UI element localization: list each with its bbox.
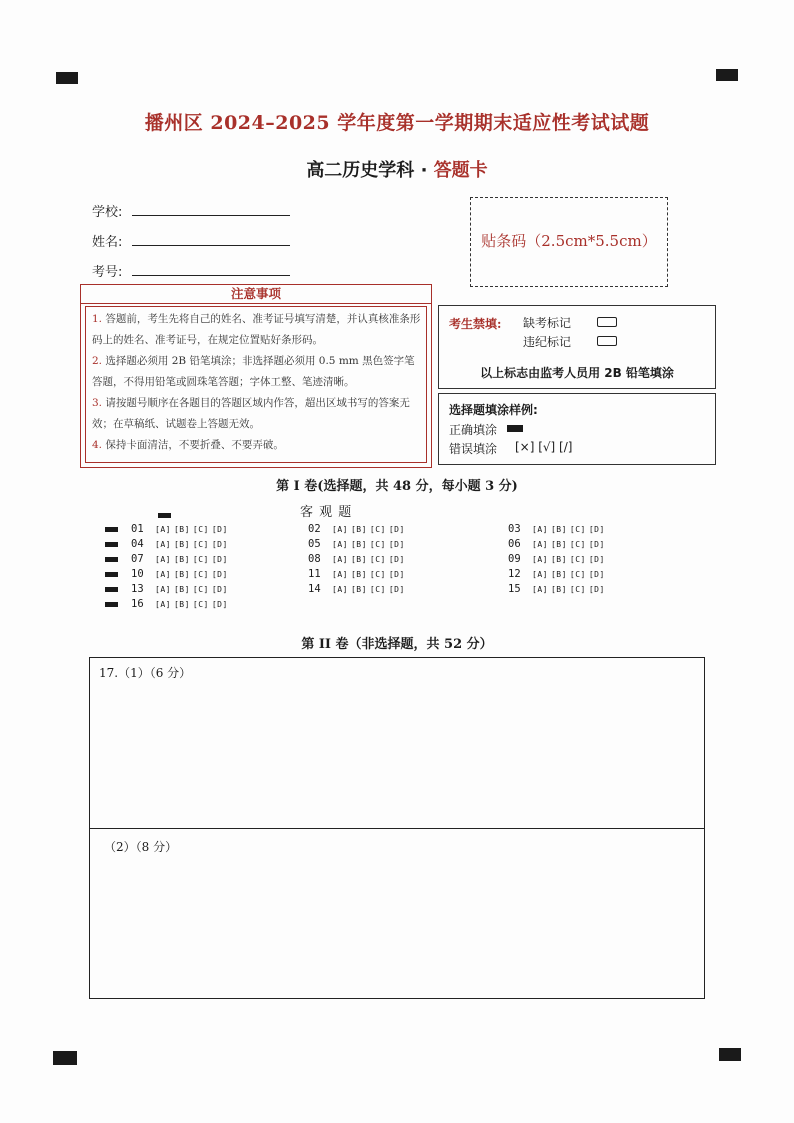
- option-bubble[interactable]: [D]: [211, 540, 228, 549]
- option-bubble[interactable]: [D]: [388, 570, 405, 579]
- option-bubble[interactable]: [C]: [369, 525, 386, 534]
- option-bubble[interactable]: [C]: [192, 525, 209, 534]
- option-bubble[interactable]: [B]: [350, 585, 367, 594]
- option-bubble[interactable]: [B]: [173, 525, 190, 534]
- option-bubble[interactable]: [D]: [211, 570, 228, 579]
- absent-label: 缺考标记: [523, 316, 572, 330]
- notice-inner: [85, 306, 427, 463]
- option-bubble[interactable]: [C]: [569, 570, 586, 579]
- option-bubble[interactable]: [B]: [173, 555, 190, 564]
- timing-mark: [158, 513, 171, 518]
- option-bubble[interactable]: [B]: [350, 555, 367, 564]
- option-bubble[interactable]: [B]: [350, 540, 367, 549]
- option-bubble[interactable]: [B]: [173, 600, 190, 609]
- card-subtitle: [0, 156, 794, 182]
- exam-number-label: 考号:: [92, 265, 123, 280]
- option-bubble[interactable]: [B]: [550, 540, 567, 549]
- question-row: [308, 568, 408, 580]
- fill-example-box: [438, 393, 716, 465]
- option-bubble[interactable]: [A]: [532, 570, 548, 579]
- option-bubble[interactable]: [D]: [588, 540, 605, 549]
- question-row: [131, 553, 231, 565]
- option-bubble[interactable]: [A]: [532, 540, 548, 549]
- option-bubble[interactable]: [B]: [550, 555, 567, 564]
- question-number: 09: [508, 553, 521, 565]
- option-bubble[interactable]: [D]: [211, 525, 228, 534]
- registration-mark-top-left: [56, 72, 78, 84]
- option-bubble[interactable]: [C]: [569, 525, 586, 534]
- question-number: 05: [308, 538, 321, 550]
- option-bubble[interactable]: [A]: [332, 555, 348, 564]
- candidate-note: 以上标志由监考人员用 2B 铅笔填涂: [480, 366, 674, 380]
- option-bubble[interactable]: [D]: [211, 600, 228, 609]
- option-bubble[interactable]: [C]: [192, 585, 209, 594]
- question-number: 01: [131, 523, 144, 535]
- option-bubble[interactable]: [A]: [332, 525, 348, 534]
- option-bubble[interactable]: [C]: [569, 555, 586, 564]
- wrong-fill-label: 错误填涂: [449, 442, 498, 456]
- fill-example-title: 选择题填涂样例:: [449, 403, 538, 417]
- question-row: [508, 538, 608, 550]
- option-bubble[interactable]: [D]: [388, 525, 405, 534]
- exam-number-field[interactable]: [92, 261, 122, 280]
- notice-item: 1. 答题前，考生先将自己的姓名、准考证号填写清楚，并认真核准条形码上的姓名、准考证号，在规定位置贴好条形码。: [92, 313, 421, 346]
- answer-box-17[interactable]: [89, 657, 705, 999]
- question-row: [131, 568, 231, 580]
- notice-item: 4. 保持卡面清洁，不要折叠、不要弄破。: [92, 439, 284, 451]
- notice-box: [80, 284, 432, 468]
- question-number: 16: [131, 598, 144, 610]
- question-row: [308, 538, 408, 550]
- question-number: 02: [308, 523, 321, 535]
- question-number: 07: [131, 553, 144, 565]
- timing-mark: [105, 557, 118, 562]
- option-bubble[interactable]: [B]: [173, 540, 190, 549]
- option-bubble[interactable]: [A]: [332, 570, 348, 579]
- school-label: 学校:: [92, 205, 123, 220]
- question-row: [131, 598, 231, 610]
- registration-mark-top-right: [716, 69, 738, 81]
- subtitle-subject: 高二历史学科 ·: [306, 160, 434, 181]
- option-bubble[interactable]: [A]: [155, 540, 171, 549]
- option-bubble[interactable]: [B]: [173, 570, 190, 579]
- question-row: [308, 523, 408, 535]
- question-row: [131, 538, 231, 550]
- name-field[interactable]: [92, 231, 122, 250]
- question-row: [508, 523, 608, 535]
- school-field[interactable]: [92, 201, 122, 220]
- absent-checkbox[interactable]: [597, 317, 617, 327]
- option-bubble[interactable]: [A]: [155, 600, 171, 609]
- answer-divider: [90, 828, 704, 829]
- question-number: 13: [131, 583, 144, 595]
- question-row: [508, 568, 608, 580]
- option-bubble[interactable]: [D]: [388, 555, 405, 564]
- question-number: 06: [508, 538, 521, 550]
- violation-checkbox[interactable]: [597, 336, 617, 346]
- option-bubble[interactable]: [A]: [155, 585, 171, 594]
- option-bubble[interactable]: [A]: [155, 570, 171, 579]
- option-bubble[interactable]: [B]: [550, 525, 567, 534]
- candidate-label: 考生禁填:: [449, 317, 502, 331]
- question-number: 10: [131, 568, 144, 580]
- option-bubble[interactable]: [D]: [388, 540, 405, 549]
- option-bubble[interactable]: [B]: [550, 585, 567, 594]
- name-label: 姓名:: [92, 235, 123, 250]
- question-row: [508, 583, 608, 595]
- option-bubble[interactable]: [C]: [369, 570, 386, 579]
- violation-label: 违纪标记: [523, 335, 572, 349]
- registration-mark-bottom-right: [719, 1048, 741, 1061]
- option-bubble[interactable]: [C]: [369, 585, 386, 594]
- option-bubble[interactable]: [A]: [332, 540, 348, 549]
- option-bubble[interactable]: [A]: [532, 585, 548, 594]
- option-bubble[interactable]: [A]: [155, 555, 171, 564]
- option-bubble[interactable]: [D]: [211, 585, 228, 594]
- timing-mark: [105, 572, 118, 577]
- correct-fill-label: 正确填涂: [449, 423, 498, 437]
- question-row: [508, 553, 608, 565]
- option-bubble[interactable]: [B]: [173, 585, 190, 594]
- option-bubble[interactable]: [A]: [532, 525, 548, 534]
- question-number: 11: [308, 568, 321, 580]
- option-bubble[interactable]: [C]: [192, 540, 209, 549]
- candidate-box: [438, 305, 716, 389]
- barcode-area: [470, 197, 668, 287]
- option-bubble[interactable]: [D]: [588, 555, 605, 564]
- option-bubble[interactable]: [D]: [388, 585, 405, 594]
- option-bubble[interactable]: [A]: [532, 555, 548, 564]
- option-bubble[interactable]: [D]: [588, 585, 605, 594]
- barcode-text: 贴条码（2.5cm*5.5cm）: [481, 232, 657, 250]
- section1-title: 第 I 卷(选择题，共 48 分，每小题 3 分): [276, 479, 518, 494]
- q17-part2-label: （2）（8 分）: [104, 840, 178, 854]
- option-bubble[interactable]: [C]: [569, 585, 586, 594]
- wrong-fill-marks: [×] [√] [/]: [515, 440, 573, 454]
- question-number: 15: [508, 583, 521, 595]
- registration-mark-bottom-left: [53, 1051, 77, 1065]
- option-bubble[interactable]: [A]: [332, 585, 348, 594]
- option-bubble[interactable]: [B]: [350, 570, 367, 579]
- option-bubble[interactable]: [C]: [369, 540, 386, 549]
- question-row: [308, 583, 408, 595]
- q17-part1-label: 17.（1）（6 分）: [99, 666, 192, 680]
- objective-heading: 客 观 题: [300, 505, 353, 520]
- question-row: [131, 583, 231, 595]
- timing-mark: [105, 587, 118, 592]
- question-number: 03: [508, 523, 521, 535]
- option-bubble[interactable]: [C]: [192, 570, 209, 579]
- question-number: 14: [308, 583, 321, 595]
- question-number: 08: [308, 553, 321, 565]
- option-bubble[interactable]: [D]: [588, 525, 605, 534]
- option-bubble[interactable]: [D]: [588, 570, 605, 579]
- option-bubble[interactable]: [B]: [550, 570, 567, 579]
- question-row: [131, 523, 231, 535]
- timing-mark: [105, 602, 118, 607]
- subtitle-card: 答题卡: [433, 160, 488, 181]
- notice-item: 3. 请按题号顺序在各题目的答题区域内作答，超出区域书写的答案无效；在草稿纸、试题卷上答题无效。: [92, 397, 410, 430]
- notice-title: 注意事项: [81, 285, 431, 304]
- question-number: 12: [508, 568, 521, 580]
- exam-title: 播州区 2024–2025 学年度第一学期期末适应性考试试题: [144, 112, 650, 134]
- option-bubble[interactable]: [C]: [569, 540, 586, 549]
- correct-fill-sample: [507, 425, 523, 432]
- option-bubble[interactable]: [B]: [350, 525, 367, 534]
- option-bubble[interactable]: [C]: [192, 600, 209, 609]
- option-bubble[interactable]: [D]: [211, 555, 228, 564]
- section2-title: 第 II 卷（非选择题，共 52 分）: [301, 637, 493, 652]
- option-bubble[interactable]: [C]: [369, 555, 386, 564]
- timing-mark: [105, 527, 118, 532]
- question-row: [308, 553, 408, 565]
- question-number: 04: [131, 538, 144, 550]
- timing-mark: [105, 542, 118, 547]
- option-bubble[interactable]: [C]: [192, 555, 209, 564]
- notice-item: 2. 选择题必须用 2B 铅笔填涂；非选择题必须用 0.5 mm 黑色签字笔答题，不得用铅笔或圆珠笔答题；字体工整、笔迹清晰。: [92, 355, 415, 388]
- option-bubble[interactable]: [A]: [155, 525, 171, 534]
